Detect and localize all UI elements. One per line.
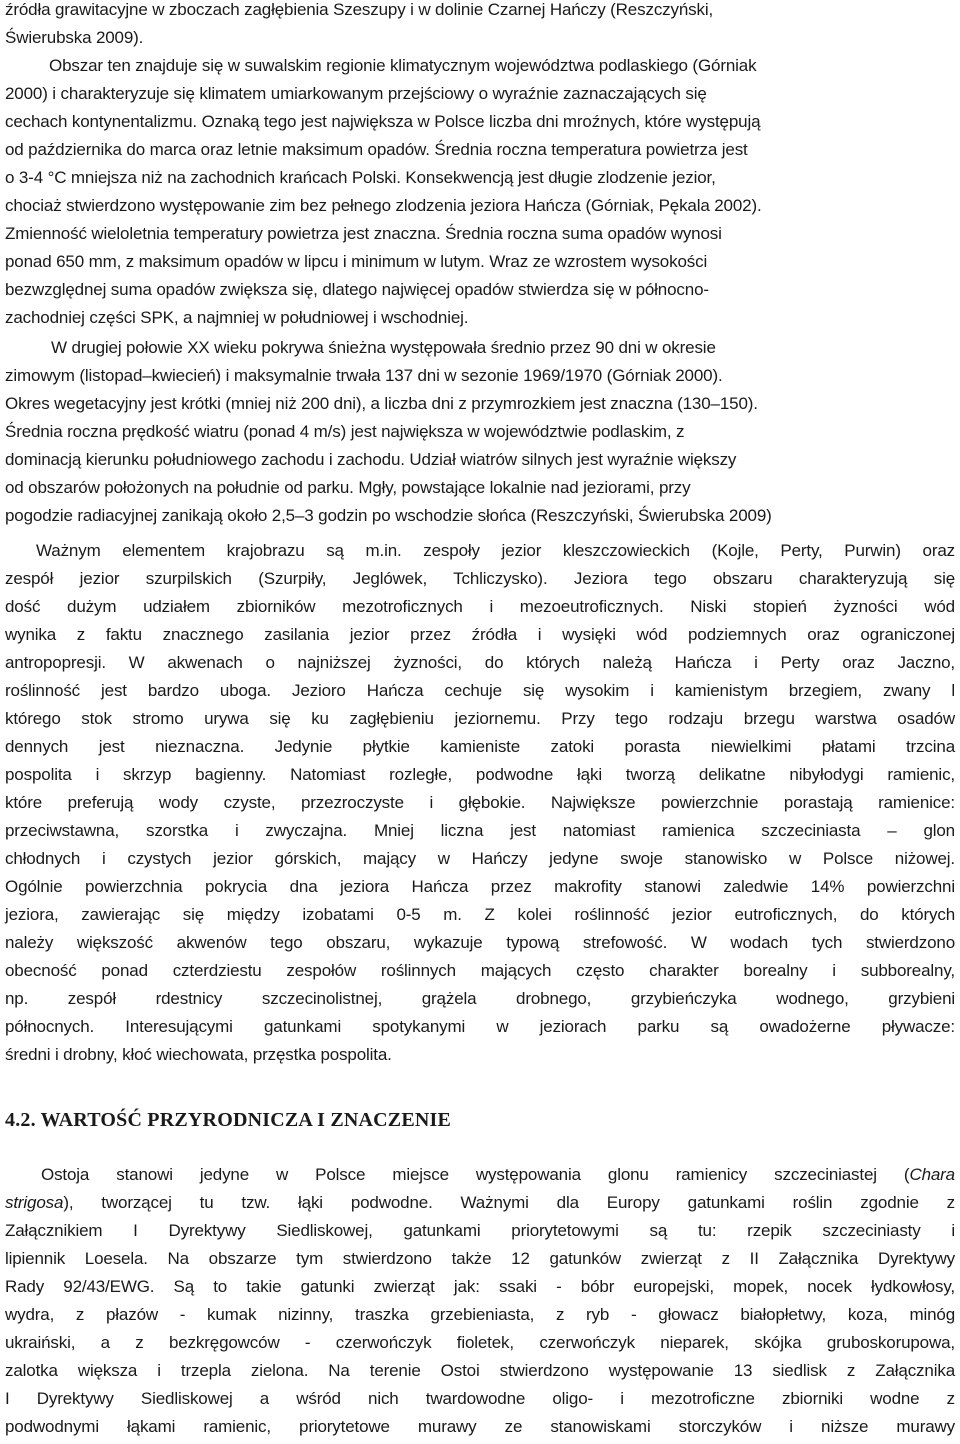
- text-line: 2000) i charakteryzuje się klimatem umiarkowanym przejściowy o wyraźnie zaznaczających się: [5, 84, 707, 103]
- text-line: cechach kontynentalizmu. Oznaką tego jest największa w Polsce liczba dni mroźnych, które występują: [5, 112, 761, 131]
- text-line: zalotka większa i trzepla zielona. Na terenie Ostoi stwierdzono występowanie 13 siedlisk z Załącznika: [5, 1361, 955, 1380]
- text-line: Załącznikiem I Dyrektywy Siedliskowej, gatunkami priorytetowymi są tu: rzepik szczeciniasty i: [5, 1221, 955, 1240]
- species-name-italic: strigosa: [5, 1193, 64, 1212]
- text-line: [5, 1193, 955, 1213]
- text-line: dennych jest nieznaczna. Jedynie płytkie kamieniste zatoki porasta niewielkimi płatami trzcina: [5, 737, 955, 756]
- text-line: np. zespół rdestnicy szczecinolistnej, grążela drobnego, grzybieńczyka wodnego, grzybieni: [5, 989, 955, 1008]
- text-line: wydra, z płazów - kumak nizinny, traszka grzebieniasta, z ryb - głowacz białopłetwy, koza, minóg: [5, 1305, 955, 1324]
- text-line: o 3-4 °C mniejsza niż na zachodnich krańcach Polski. Konsekwencją jest długie zlodzenie jezior,: [5, 168, 716, 187]
- text-line: I Dyrektywy Siedliskowej a wśród nich twardowodne oligo- i mezotroficzne zbiorniki wodne z: [5, 1389, 955, 1408]
- text-line: roślinność jest bardzo uboga. Jezioro Hańcza cechuje się wysokim i kamienistym brzegiem, zwany l: [5, 681, 955, 700]
- text-line: zimowym (listopad–kwiecień) i maksymalnie trwała 137 dni w sezonie 1969/1970 (Górniak 2000).: [5, 366, 723, 385]
- text-line: Zmienność wieloletnia temperatury powietrza jest znaczna. Średnia roczna suma opadów wynosi: [5, 224, 722, 243]
- text-line: Ogólnie powierzchnia pokrycia dna jeziora Hańcza przez makrofity stanowi zaledwie 14% powierzchni: [5, 877, 955, 896]
- text-line: antropopresji. W akwenach o najniższej żyzności, do których należą Hańcza i Perty oraz Jaczno,: [5, 653, 955, 672]
- text-line: jeziora, zawierając się między izobatami 0-5 m. Z kolei roślinność jezior eutroficznych, do których: [5, 905, 955, 924]
- text-line: lipiennik Loesela. Na obszarze tym stwierdzono także 12 gatunków zwierząt z II Załącznika Dyrektywy: [5, 1249, 955, 1268]
- section-heading: 4.2. WARTOŚĆ PRZYRODNICZA I ZNACZENIE: [5, 1109, 452, 1131]
- text-line: wynika z faktu znacznego zasilania jezior przez źródła i wysięki wód podziemnych oraz ograniczonej: [5, 625, 955, 644]
- text-line: Obszar ten znajduje się w suwalskim regionie klimatycznym województwa podlaskiego (Górniak: [49, 56, 757, 75]
- species-name-italic: Chara: [909, 1165, 955, 1184]
- text-line: Rady 92/43/EWG. Są to takie gatunki zwierząt jak: ssaki - bóbr europejski, mopek, nocek łydkowłosy,: [5, 1277, 955, 1296]
- text-line: Świerubska 2009).: [5, 28, 144, 47]
- text-line: ponad 650 mm, z maksimum opadów w lipcu i minimum w lutym. Wraz ze wzrostem wysokości: [5, 252, 708, 271]
- text-line: którego stok stromo urywa się ku zagłębieniu jeziornemu. Przy tego rodzaju brzegu warstwa osadów: [5, 709, 955, 728]
- text-line: zespół jezior szurpilskich (Szurpiły, Jeglówek, Tchliczysko). Jeziora tego obszaru charakteryzują się: [5, 569, 955, 588]
- text-line: W drugiej połowie XX wieku pokrywa śnieżna występowała średnio przez 90 dni w okresie: [51, 338, 716, 357]
- text-line: obecność ponad czterdziestu zespołów roślinnych mających często charakter borealny i subborealny,: [5, 961, 955, 980]
- text-line: które preferują wody czyste, przezroczyste i głębokie. Największe powierzchnie porastają ramienice:: [5, 793, 955, 812]
- text-line: średni i drobny, kłoć wiechowata, przęstka pospolita.: [5, 1045, 392, 1064]
- text-run: Ostoja stanowi jedyne w Polsce miejsce występowania glonu ramienicy szczeciniastej (: [41, 1165, 910, 1184]
- text-line: chociaż stwierdzono występowanie zim bez pełnego zlodzenia jeziora Hańcza (Górniak, Pękala 2002).: [5, 196, 762, 215]
- text-line: od października do marca oraz letnie maksimum opadów. Średnia roczna temperatura powietrza jest: [5, 140, 748, 159]
- text-run: ), tworzącej tu tzw. łąki podwodne. Ważnymi dla Europy gatunkami roślin zgodnie z: [63, 1193, 955, 1212]
- text-line: podwodnymi łąkami ramienic, priorytetowe murawy ze stanowiskami storczyków i niższe murawy: [5, 1417, 955, 1436]
- text-line: chłodnych i czystych jezior górskich, mający w Hańczy jedyne swoje stanowisko w Polsce niżowej.: [5, 849, 955, 868]
- text-line: Okres wegetacyjny jest krótki (mniej niż 200 dni), a liczba dni z przymrozkiem jest znaczna (130–150).: [5, 394, 758, 413]
- text-line: Średnia roczna prędkość wiatru (ponad 4 m/s) jest największa w województwie podlaskim, z: [5, 422, 685, 441]
- text-line: północnych. Interesującymi gatunkami spotykanymi w jeziorach parku są owadożerne pływacze:: [5, 1017, 955, 1036]
- text-line: od obszarów położonych na południe od parku. Mgły, powstające lokalnie nad jeziorami, przy: [5, 478, 691, 497]
- text-line: [41, 1165, 955, 1185]
- text-line: należy większość akwenów tego obszaru, wykazuje typową strefowość. W wodach tych stwierdzono: [5, 933, 955, 952]
- text-line: pogodzie radiacyjnej zanikają około 2,5–3 godzin po wschodzie słońca (Reszczyński, Świerubska 2009): [5, 506, 772, 525]
- text-line: bezwzględnej suma opadów zwiększa się, dlatego najwięcej opadów stwierdza się w północno-: [5, 280, 709, 299]
- text-line: dominacją kierunku południowego zachodu i zachodu. Udział wiatrów silnych jest wyraźnie większy: [5, 450, 737, 469]
- text-line: Ważnym elementem krajobrazu są m.in. zespoły jezior kleszczowieckich (Kojle, Perty, Purwin) oraz: [36, 541, 955, 560]
- text-line: ukraiński, a z bezkręgowców - czerwończyk fioletek, czerwończyk nieparek, skójka gruboskorupowa,: [5, 1333, 955, 1352]
- text-line: dość dużym udziałem zbiorników mezotroficznych i mezoeutroficznych. Niski stopień żyzności wód: [5, 597, 955, 616]
- text-line: źródła grawitacyjne w zboczach zagłębienia Szeszupy i w dolinie Czarnej Hańczy (Reszczyński,: [5, 0, 714, 19]
- text-line: zachodniej części SPK, a najmniej w południowej i wschodniej.: [5, 308, 469, 327]
- text-line: pospolita i skrzyp bagienny. Natomiast rozległe, podwodne łąki tworzą delikatne nibyłodygi ramienic,: [5, 765, 955, 784]
- text-line: przeciwstawna, szorstka i zwyczajna. Mniej liczna jest natomiast ramienica szczeciniasta – glon: [5, 821, 955, 840]
